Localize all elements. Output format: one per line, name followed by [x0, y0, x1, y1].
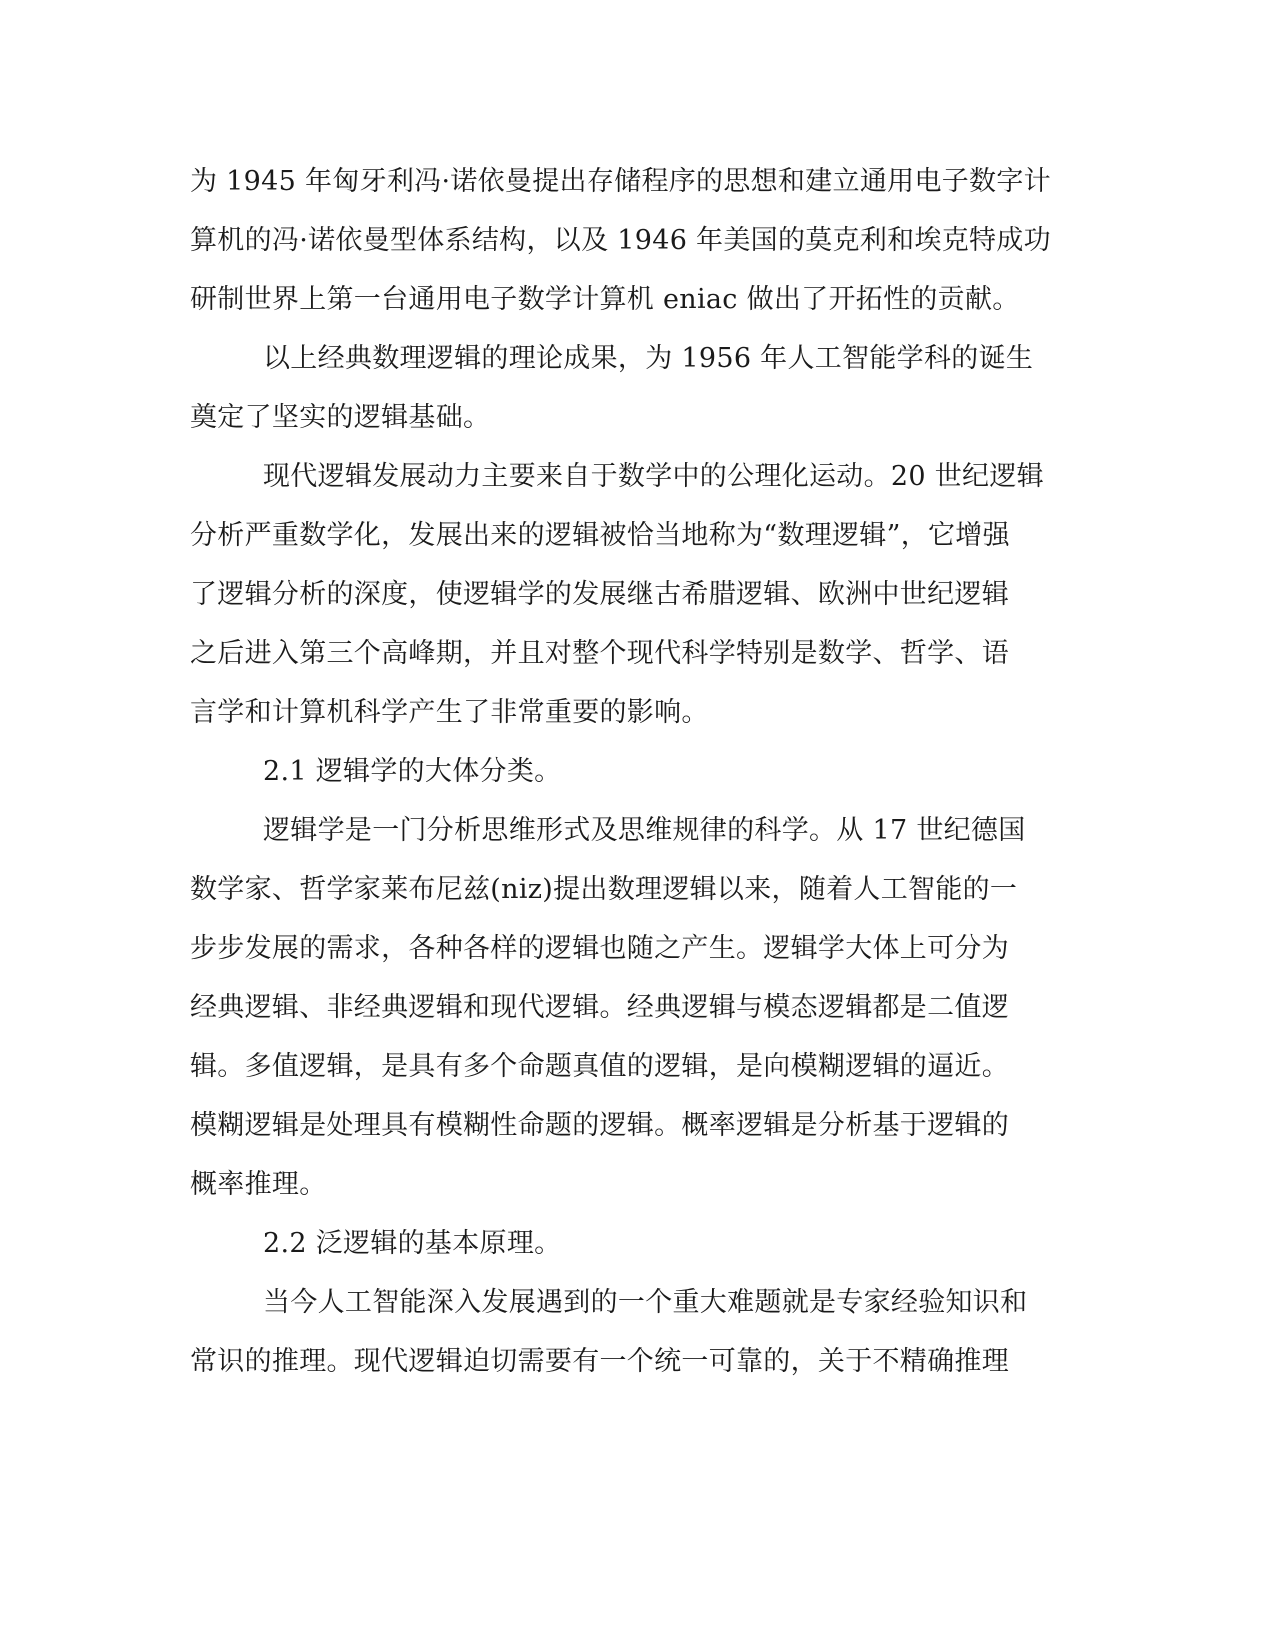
paragraph-4-line-5: 辑。多值逻辑，是具有多个命题真值的逻辑，是向模糊逻辑的逼近。 [190, 1051, 1009, 1082]
paragraph-4-line-3: 步步发展的需求，各种各样的逻辑也随之产生。逻辑学大体上可分为 [190, 933, 1009, 964]
paragraph-2-line-2: 奠定了坚实的逻辑基础。 [190, 402, 491, 433]
section-heading-2-1: 2.1 逻辑学的大体分类。 [263, 756, 562, 787]
paragraph-4-line-2: 数学家、哲学家莱布尼兹(niz)提出数理逻辑以来，随着人工智能的一 [190, 874, 1018, 905]
paragraph-4-line-1: 逻辑学是一门分析思维形式及思维规律的科学。从 17 世纪德国 [263, 815, 1026, 846]
paragraph-3-line-1: 现代逻辑发展动力主要来自于数学中的公理化运动。20 世纪逻辑 [263, 461, 1044, 492]
paragraph-5-line-1: 当今人工智能深入发展遇到的一个重大难题就是专家经验知识和 [263, 1287, 1028, 1318]
paragraph-3-line-2: 分析严重数学化，发展出来的逻辑被恰当地称为“数理逻辑”，它增强 [190, 520, 1010, 551]
paragraph-3-line-4: 之后进入第三个高峰期，并且对整个现代科学特别是数学、哲学、语 [190, 638, 1009, 669]
paragraph-5-line-2: 常识的推理。现代逻辑迫切需要有一个统一可靠的，关于不精确推理 [190, 1346, 1009, 1377]
paragraph-1-line-2: 算机的冯·诺依曼型体系结构，以及 1946 年美国的莫克利和埃克特成功 [190, 225, 1051, 256]
section-heading-2-2: 2.2 泛逻辑的基本原理。 [263, 1228, 562, 1259]
paragraph-3-line-5: 言学和计算机科学产生了非常重要的影响。 [190, 697, 709, 728]
paragraph-1-line-3: 研制世界上第一台通用电子数学计算机 eniac 做出了开拓性的贡献。 [190, 284, 1020, 315]
paragraph-1-line-1: 为 1945 年匈牙利冯·诺依曼提出存储程序的思想和建立通用电子数字计 [190, 166, 1051, 197]
paragraph-3-line-3: 了逻辑分析的深度，使逻辑学的发展继古希腊逻辑、欧洲中世纪逻辑 [190, 579, 1009, 610]
paragraph-2-line-1: 以上经典数理逻辑的理论成果，为 1956 年人工智能学科的诞生 [263, 343, 1034, 374]
paragraph-4-line-6: 模糊逻辑是处理具有模糊性命题的逻辑。概率逻辑是分析基于逻辑的 [190, 1110, 1009, 1141]
paragraph-4-line-4: 经典逻辑、非经典逻辑和现代逻辑。经典逻辑与模态逻辑都是二值逻 [190, 992, 1009, 1023]
paragraph-4-line-7: 概率推理。 [190, 1169, 327, 1200]
